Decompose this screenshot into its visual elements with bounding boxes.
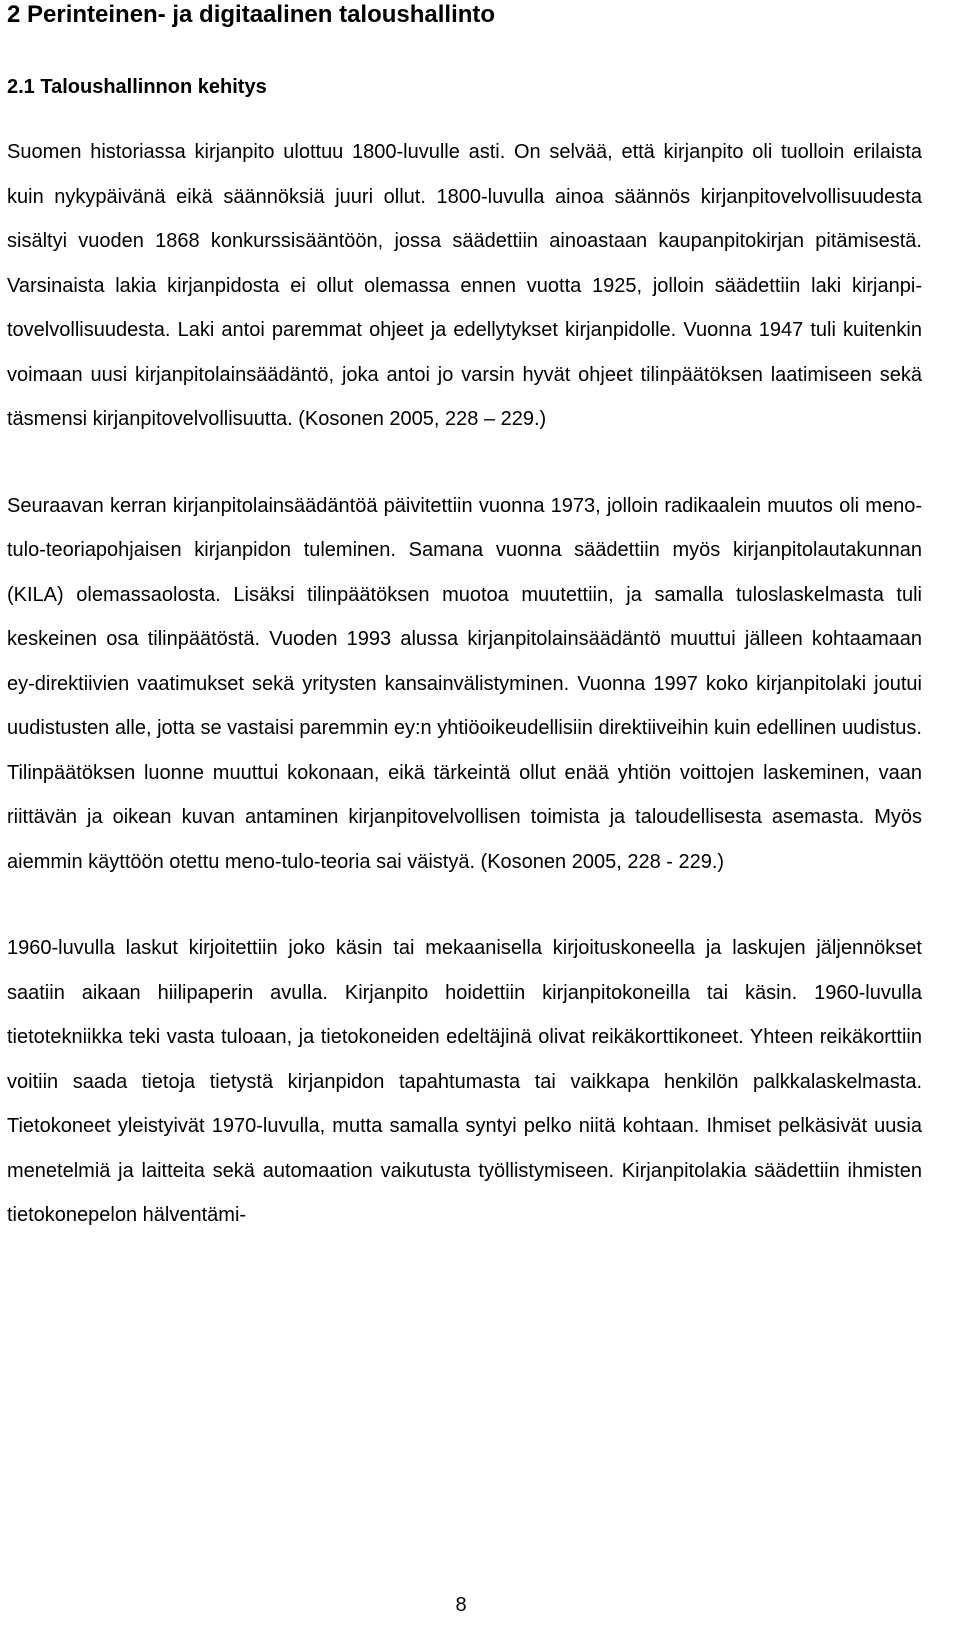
document-page: [7, 0, 922, 1238]
paragraph-legislation: Seuraavan kerran kirjanpitolainsäädäntöä päivitettiin vuonna 1973, jolloin radikaalein muutos oli meno-tulo-teoriapohjaisen kirjanpidon tuleminen. Samana vuonna säädettiin myös kirjanpitolautakunnan (KILA) olemassaolosta. Lisäksi tilinpäätöksen muotoa muutettiin, ja samalla tuloslaskelmasta tuli keskeinen osa tilinpäätöstä. Vuoden 1993 alussa kirjanpitolainsäädäntö muuttui jälleen kohtaamaan ey-direktiivien vaatimukset sekä yritysten kansainvälistyminen. Vuonna 1997 koko kirjanpitolaki joutui uudistusten alle, jotta se vastaisi paremmin ey:n yhtiöoikeudellisiin direktiiveihin kuin edellinen uudistus. Tilinpäätöksen luonne muuttui kokonaan, eikä tärkeintä ollut enää yhtiön voittojen laskeminen, vaan riittävän ja oikean kuvan antaminen kirjanpitovelvollisen toimista ja taloudellisesta asemasta. Myös aiemmin käyttöön otettu meno-tulo-teoria sai väistyä. (Kosonen 2005, 228 - 229.): [7, 494, 922, 873]
page-number: 8: [455, 1594, 467, 1616]
chapter-heading: 2 Perinteinen- ja digitaalinen taloushallinto: [7, 1, 496, 28]
paragraph-computerization: 1960-luvulla laskut kirjoitettiin joko käsin tai mekaanisella kirjoituskoneella ja laskujen jäljennökset saatiin aikaan hiilipaperin avulla. Kirjanpito hoidettiin kirjanpitokoneilla tai käsin. 1960-luvulla tietotekniikka teki vasta tuloaan, ja tietokoneiden edeltäjinä olivat reikäkorttikoneet. Yhteen reikäkorttiin voitiin saada tietoja tietystä kirjanpidon tapahtumasta tai vaikkapa henkilön palkkalaskelmasta. Tietokoneet yleistyivät 1970-luvulla, mutta samalla syntyi pelko niitä kohtaan. Ihmiset pelkäsivät uusia menetelmiä ja laitteita sekä automaation vaikutusta työllistymiseen. Kirjanpitolakia säädettiin ihmisten tietokonepelon hälventämi-: [7, 937, 922, 1226]
section-heading: 2.1 Taloushallinnon kehitys: [7, 76, 267, 98]
paragraph-history: Suomen historiassa kirjanpito ulottuu 1800-luvulle asti. On selvää, että kirjanpito oli tuolloin erilaista kuin nykypäivänä eikä säännöksiä juuri ollut. 1800-luvulla ainoa säännös kirjanpitovelvollisuudesta sisältyi vuoden 1868 konkurssisääntöön, jossa säädettiin ainoastaan kaupanpitokirjan pitämisestä. Varsinaista lakia kirjanpidosta ei ollut olemassa ennen vuotta 1925, jolloin säädettiin laki kirjanpitovelvollisuudesta. Laki antoi paremmat ohjeet ja edellytykset kirjanpidolle. Vuonna 1947 tuli kuitenkin voimaan uusi kirjanpitolainsäädäntö, joka antoi jo varsin hyvät ohjeet tilinpäätöksen laatimiseen sekä täsmensi kirjanpitovelvollisuutta. (Kosonen 2005, 228 – 229.): [7, 141, 922, 430]
